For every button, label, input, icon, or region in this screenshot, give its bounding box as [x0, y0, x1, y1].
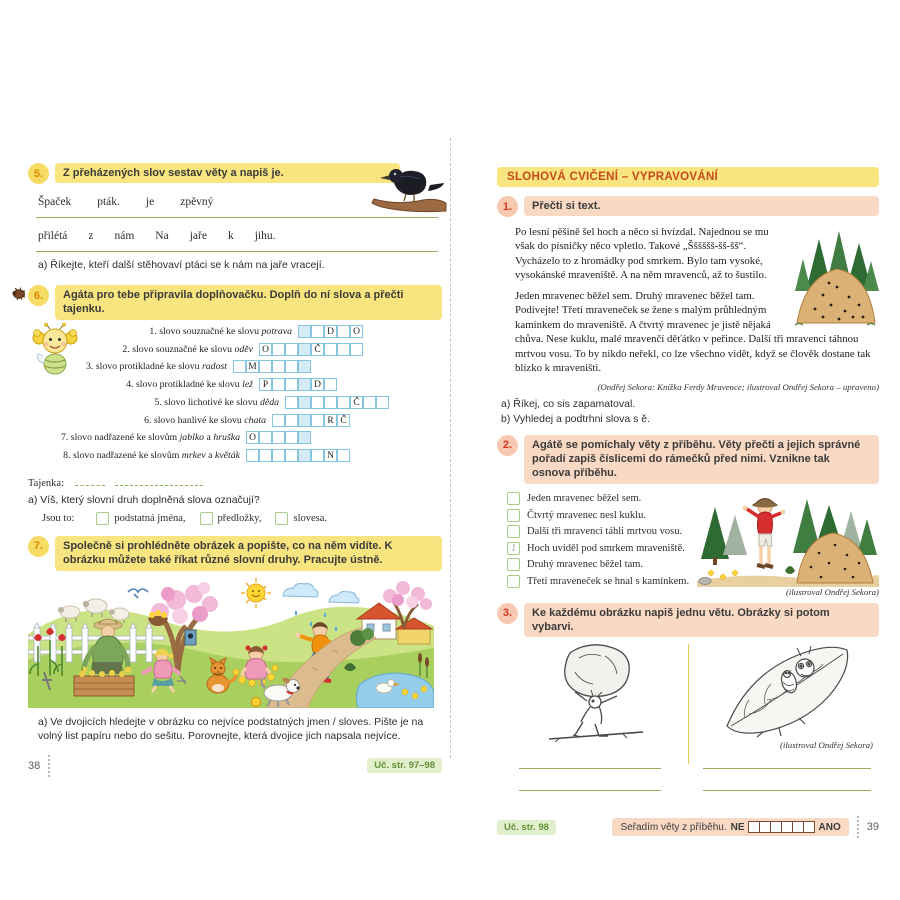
order-number-box[interactable]	[507, 492, 520, 505]
crossword-cell[interactable]	[311, 396, 324, 409]
sentence-list	[507, 491, 697, 597]
task-bar	[55, 536, 442, 571]
sentence-ordering-block	[497, 489, 879, 597]
option-checkbox[interactable]	[96, 512, 109, 525]
crossword-cell[interactable]	[298, 360, 311, 373]
crossword-cell[interactable]	[272, 360, 285, 373]
crossword-cell[interactable]	[285, 431, 298, 444]
scrambled-word: jihu.	[254, 230, 276, 242]
crossword-cell[interactable]	[324, 343, 337, 356]
crossword-cell[interactable]	[233, 360, 246, 373]
scrambled-word: zpěvný	[180, 196, 214, 208]
task-title: Společně si prohlédněte obrázek a popište, co na něm vidíte. K obrázku můžete také říkat různé slovní druhy. Pracujte ústně.	[63, 539, 393, 567]
exercise-number-badge: 6.	[28, 285, 49, 306]
ant-carrying-leaf-sketch	[709, 642, 859, 738]
tajenka-label: Tajenka:	[28, 477, 64, 489]
subtask-a: a) Víš, který slovní druh doplněná slova označují?	[28, 493, 260, 506]
crossword-cell[interactable]: N	[324, 449, 337, 462]
scrambled-word: Na	[155, 230, 169, 242]
textbook-ref: Uč. str. 97–98	[367, 758, 442, 773]
crossword-cell[interactable]	[311, 325, 324, 338]
boy-at-anthill-illustration	[697, 489, 879, 597]
options-label: Jsou to:	[42, 512, 75, 524]
crossword-cell[interactable]	[259, 449, 272, 462]
scrambled-word: z	[88, 230, 94, 242]
crossword-cell[interactable]	[285, 414, 298, 427]
crossword-cell[interactable]: R	[324, 414, 337, 427]
picture-sentence-block	[497, 642, 879, 804]
answer-line[interactable]	[519, 768, 661, 769]
subtask-a: a) Říkej, co sis zapamatoval.	[501, 398, 636, 411]
sentence-text: Další tři mravenci táhli mrtvou vosu.	[527, 526, 683, 538]
option-label: předložky,	[217, 512, 262, 524]
crossword-cell[interactable]: M	[246, 360, 259, 373]
order-number-box[interactable]	[507, 525, 520, 538]
exercise-1	[497, 196, 879, 217]
exercise-number-badge: 7.	[28, 536, 49, 557]
exercise-number-badge: 1.	[497, 196, 518, 217]
option-checkbox[interactable]	[275, 512, 288, 525]
footer-divider	[48, 755, 50, 777]
option-checkbox[interactable]	[200, 512, 213, 525]
starling-bird-illustration	[366, 161, 448, 213]
self-check-cell[interactable]	[803, 821, 815, 833]
page-footer	[28, 755, 442, 777]
crossword-clue: 3. slovo protikladné ke slovu radost	[86, 360, 227, 372]
sentence-item	[507, 573, 697, 590]
crossword-cell[interactable]	[298, 431, 311, 444]
crossword-cell[interactable]	[259, 431, 272, 444]
crossword-cell[interactable]: D	[324, 325, 337, 338]
scrambled-word: pták.	[97, 196, 120, 208]
crossword-cell[interactable]	[285, 378, 298, 391]
crossword-cell[interactable]	[298, 414, 311, 427]
self-assessment-bar	[612, 818, 848, 836]
answer-line[interactable]	[703, 790, 871, 791]
task-bar	[524, 435, 879, 484]
footer-divider	[857, 816, 859, 838]
task-bar	[524, 196, 879, 216]
crossword-cell[interactable]	[246, 449, 259, 462]
crossword-cell[interactable]	[337, 343, 350, 356]
sentence-item	[507, 524, 697, 541]
exercise-number-badge: 5.	[28, 163, 49, 184]
crossword-cell[interactable]	[272, 431, 285, 444]
options-list	[82, 512, 327, 525]
crossword-clue: 4. slovo protikladné ke slovu lež	[126, 378, 253, 390]
page-number: 39	[866, 821, 879, 834]
self-assessment-label: Seřadím věty z příběhu.	[620, 821, 727, 833]
word-class-option	[200, 512, 262, 525]
crossword-clue: 1. slovo souznačné ke slovu potrava	[149, 325, 292, 337]
crossword-row	[28, 343, 442, 357]
crossword-cell[interactable]	[285, 343, 298, 356]
sentence-text: Druhý mravenec běžel tam.	[527, 559, 644, 571]
exercise-3	[497, 603, 879, 638]
tajenka-row	[28, 475, 442, 489]
crossword-cell[interactable]	[272, 414, 285, 427]
task-bar	[524, 603, 879, 638]
sentence-item	[507, 491, 697, 508]
page-footer	[497, 816, 879, 838]
crossword-cell[interactable]	[298, 449, 311, 462]
crossword-row	[28, 378, 442, 392]
story-paragraph-1: Po lesní pěšině šel hoch a něco si hvízdal. Najednou se mu však do písničky něco vpletlo. Takové „Šššššš-šš-šš“. Vycházelo to z hromádky pod smrkem. Bylo tam vysoké, vysokánské mraveniště. A na něm mravenců, až to šustilo.	[515, 226, 769, 282]
tajenka-answer-line[interactable]	[75, 475, 105, 486]
crossword-cell[interactable]: P	[259, 378, 272, 391]
self-assessment-yes: ANO	[818, 821, 841, 833]
sentence-text: Třetí mraveneček se hnal s kamínkem.	[527, 575, 690, 587]
order-number-box[interactable]: 1	[507, 542, 520, 555]
exercise-5	[28, 163, 400, 184]
word-class-options	[42, 512, 442, 525]
crossword-row	[28, 449, 442, 463]
crossword-cell[interactable]: O	[246, 431, 259, 444]
anthill-in-forest-illustration	[793, 225, 879, 329]
option-label: slovesa.	[293, 512, 328, 524]
crossword-grid	[28, 325, 442, 467]
page-number: 38	[28, 759, 41, 772]
answer-line[interactable]	[36, 251, 438, 252]
crossword-cell[interactable]	[311, 414, 324, 427]
tajenka-answer-line[interactable]	[115, 475, 203, 486]
crossword-cell[interactable]	[337, 449, 350, 462]
order-number-box[interactable]	[507, 575, 520, 588]
answer-line[interactable]	[703, 768, 871, 769]
scrambled-word: je	[145, 196, 155, 208]
crossword-row	[28, 360, 442, 374]
crossword-cell[interactable]	[363, 396, 376, 409]
exercise-number-badge: 3.	[497, 603, 518, 624]
exercise-number-badge: 2.	[497, 435, 518, 456]
spring-garden-scene-illustration	[28, 576, 442, 708]
subtask-a: a) Říkejte, kteří další stěhovaví ptáci se k nám na jaře vracejí.	[38, 259, 325, 271]
task-bar	[55, 163, 400, 183]
scrambled-word: přilétá	[38, 230, 68, 242]
column-divider	[688, 644, 689, 764]
crossword-cell[interactable]: Č	[337, 414, 350, 427]
crossword-cell[interactable]: O	[350, 325, 363, 338]
textbook-ref: Uč. str. 98	[497, 820, 556, 835]
sentence-text: Jeden mravenec běžel sem.	[527, 493, 642, 505]
crossword-row	[28, 396, 442, 410]
illustration-caption: (ilustroval Ondřej Sekora)	[785, 586, 879, 597]
subtask-a: a) Ve dvojicích hledejte v obrázku co nejvíce podstatných jmen / sloves. Pište je na volný list papíru nebo do sešitu. Porovnejte, která dvojice jich napsala nejvíce.	[38, 715, 424, 742]
reading-text	[515, 225, 879, 393]
section-header: SLOHOVÁ CVIČENÍ – VYPRAVOVÁNÍ	[497, 167, 879, 187]
word-class-option	[96, 512, 185, 525]
crossword-row	[28, 431, 442, 445]
sentence-item	[507, 540, 697, 557]
option-label: podstatná jména,	[114, 512, 186, 524]
ant-carrying-stone-sketch	[535, 642, 653, 742]
crossword-clue: 6. slovo hanlivé ke slovu chata	[144, 414, 266, 426]
crossword-cell[interactable]	[272, 378, 285, 391]
story-attribution: (Ondřej Sekora: Knížka Ferdy Mravence; ilustroval Ondřej Sekora – upraveno)	[597, 381, 879, 392]
crossword-cell[interactable]: O	[259, 343, 272, 356]
difficulty-beetle-icon	[11, 287, 26, 300]
word-class-option	[275, 512, 327, 525]
sentence-text: Hoch uviděl pod smrkem mraveniště.	[527, 542, 685, 554]
crossword-cell[interactable]	[298, 343, 311, 356]
answer-line[interactable]	[519, 790, 661, 791]
crossword-cell[interactable]	[376, 396, 389, 409]
scrambled-word: jaře	[189, 230, 207, 242]
exercise-2	[497, 435, 879, 484]
page-right	[497, 167, 879, 838]
task-bar	[55, 285, 442, 320]
crossword-cell[interactable]	[324, 378, 337, 391]
crossword-row	[28, 325, 442, 339]
illustration-caption: (ilustroval Ondřej Sekora)	[779, 740, 873, 751]
crossword-clue: 5. slovo lichotivé ke slovu děda	[154, 396, 279, 408]
task-title: Ke každému obrázku napiš jednu větu. Obrázky si potom vybarvi.	[532, 606, 830, 633]
sentence-item	[507, 507, 697, 524]
story-paragraph-2: Jeden mravenec běžel sem. Druhý mravenec běžel tam. Podívejte! Třetí mraveneček se žene s malým průhledným kamínkem do mraveniště. A čtvrtý mravenec je jistě nějaká chůva. Nese kuklu, malé mravenčí děťátko v peřince. Další tři mravenci táhnou mrtvou vosu. To by nikdo neřekl, co lze všechno vidět, když se člověk dostane tak blízko k mraveništi.	[515, 289, 871, 375]
crossword-clue: 2. slovo souznačné ke slovu oděv	[122, 343, 253, 355]
scrambled-word: nám	[114, 230, 135, 242]
sentence-item	[507, 557, 697, 574]
crossword-cell[interactable]	[272, 449, 285, 462]
crossword-clue: 7. slovo nadřazené ke slovům jablko a hruška	[60, 431, 240, 443]
self-assessment-scale	[749, 821, 815, 833]
scrambled-words-row-2	[38, 230, 442, 242]
crossword-cell[interactable]	[311, 449, 324, 462]
scrambled-word: k	[227, 230, 234, 242]
scrambled-word: Špaček	[38, 196, 72, 208]
subtask-b: b) Vyhledej a podtrhni slova s ě.	[501, 413, 651, 426]
answer-line[interactable]	[36, 217, 438, 218]
crossword-cell[interactable]	[337, 396, 350, 409]
task-title: Agáta pro tebe připravila doplňovačku. Doplň do ní slova a přečti tajenku.	[63, 289, 404, 316]
self-assessment-no: NE	[730, 821, 745, 833]
crossword-cell[interactable]: Č	[350, 396, 363, 409]
crossword-cell[interactable]	[324, 396, 337, 409]
crossword-cell[interactable]	[350, 343, 363, 356]
exercise-7	[28, 536, 442, 571]
page-divider	[450, 138, 451, 758]
crossword-cell[interactable]	[285, 449, 298, 462]
crossword-row	[28, 414, 442, 428]
crossword-cell[interactable]	[259, 360, 272, 373]
task-title: Přečti si text.	[532, 200, 601, 212]
crossword-cell[interactable]: D	[311, 378, 324, 391]
crossword-cell[interactable]	[285, 396, 298, 409]
crossword-cell[interactable]	[298, 378, 311, 391]
task-title: Z přeházených slov sestav věty a napiš je.	[63, 167, 284, 179]
crossword-cell[interactable]	[337, 325, 350, 338]
sentence-text: Čtvrtý mravenec nesl kuklu.	[527, 509, 646, 521]
task-title: Agátě se pomíchaly věty z příběhu. Věty přečti a jejich správné pořadí zapiš číslicemi do rámečků před nimi. Vznikne tak osnova příběhu.	[532, 438, 861, 480]
order-number-box[interactable]	[507, 509, 520, 522]
crossword-clue: 8. slovo nadřazené ke slovům mrkev a květák	[63, 449, 240, 461]
exercise-6	[28, 285, 442, 320]
crossword-cell[interactable]	[272, 343, 285, 356]
crossword-cell[interactable]: Č	[311, 343, 324, 356]
page-left	[28, 163, 442, 777]
crossword-cell[interactable]	[285, 360, 298, 373]
crossword-cell[interactable]	[298, 396, 311, 409]
order-number-box[interactable]	[507, 558, 520, 571]
crossword-cell[interactable]	[298, 325, 311, 338]
